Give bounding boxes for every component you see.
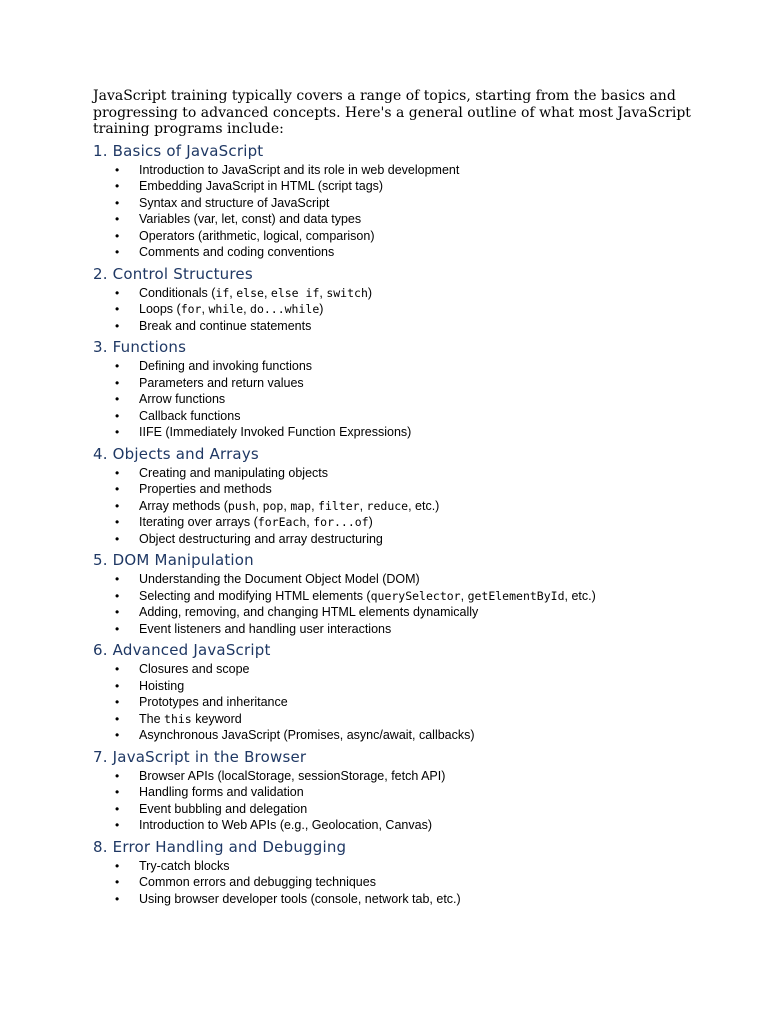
item-text: Handling forms and validation: [139, 785, 304, 799]
section-list: [93, 285, 693, 335]
item-text: Defining and invoking functions: [139, 359, 313, 373]
list-item: [93, 285, 693, 302]
list-item: [93, 768, 693, 785]
section-list: [93, 465, 693, 548]
section-list: [93, 858, 693, 908]
inline-code: map: [290, 498, 312, 513]
item-text: ,: [306, 515, 314, 529]
list-item: [93, 727, 693, 744]
list-item: [93, 358, 693, 375]
item-text: Understanding the Document Object Model (DOM): [139, 572, 420, 586]
section-heading: 1. Basics of JavaScript: [93, 141, 264, 160]
list-item: [93, 211, 693, 228]
item-text: Introduction to Web APIs (e.g., Geolocation, Canvas): [139, 818, 432, 832]
item-text: Array methods (: [139, 498, 228, 513]
item-text: Break and continue statements: [139, 318, 312, 333]
item-text: Try-catch blocks: [139, 858, 230, 873]
bullet-icon: •: [115, 392, 120, 406]
inline-code: push: [227, 498, 256, 513]
inline-code: do...while: [250, 302, 320, 316]
item-text: Embedding JavaScript in HTML (script tags): [139, 179, 384, 193]
item-text: Callback functions: [139, 408, 241, 423]
item-text: Browser APIs (localStorage, sessionStorage, fetch API): [139, 768, 446, 783]
item-text: Event listeners and handling user interactions: [139, 621, 392, 636]
bullet-icon: •: [115, 498, 120, 513]
item-text: Syntax and structure of JavaScript: [139, 195, 330, 210]
item-text: Asynchronous JavaScript (Promises, async/await, callbacks): [139, 728, 475, 742]
list-item: [93, 817, 693, 834]
section-list: [93, 571, 693, 637]
list-item: [93, 571, 693, 588]
bullet-icon: •: [115, 318, 120, 333]
item-text: Loops (: [139, 302, 181, 316]
list-item: [93, 498, 693, 515]
section-heading: 4. Objects and Arrays: [93, 444, 259, 463]
item-text: ,: [201, 302, 209, 316]
list-item: [93, 621, 693, 638]
inline-code: this: [164, 711, 192, 726]
item-text: Event bubbling and delegation: [139, 801, 308, 816]
bullet-icon: •: [115, 359, 120, 373]
bullet-icon: •: [115, 375, 120, 390]
item-text: ): [368, 515, 373, 529]
item-text: ,: [283, 498, 291, 513]
section-heading: 8. Error Handling and Debugging: [93, 837, 347, 856]
bullet-icon: •: [115, 162, 120, 177]
item-text: Conditionals (: [139, 285, 216, 300]
list-item: [93, 514, 693, 531]
bullet-icon: •: [115, 695, 120, 709]
bullet-icon: •: [115, 711, 120, 726]
document-page: [93, 88, 693, 909]
bullet-icon: •: [115, 302, 120, 316]
bullet-icon: •: [115, 801, 120, 816]
inline-code: forEach: [257, 515, 307, 529]
item-text: Using browser developer tools (console, network tab, etc.): [139, 891, 461, 906]
bullet-icon: •: [115, 195, 120, 210]
section-list: [93, 358, 693, 441]
bullet-icon: •: [115, 228, 120, 243]
item-text: Operators (arithmetic, logical, comparison): [139, 228, 375, 243]
item-text: Arrow functions: [139, 392, 226, 406]
item-text: ,: [319, 285, 327, 300]
bullet-icon: •: [115, 408, 120, 423]
item-text: Selecting and modifying HTML elements (: [139, 588, 371, 603]
item-text: Variables (var, let, const) and data types: [139, 212, 362, 226]
item-text: ,: [263, 285, 271, 300]
list-item: [93, 531, 693, 548]
item-text: ,: [229, 285, 237, 300]
list-item: [93, 195, 693, 212]
item-text: Hoisting: [139, 678, 185, 693]
inline-code: if: [215, 285, 230, 300]
item-text: ): [319, 302, 324, 316]
section-heading: 5. DOM Manipulation: [93, 551, 254, 569]
list-item: [93, 375, 693, 392]
list-item: [93, 481, 693, 498]
list-item: [93, 408, 693, 425]
bullet-icon: •: [115, 662, 120, 676]
inline-code: else if: [270, 285, 320, 300]
section-heading: 3. Functions: [93, 338, 187, 356]
list-item: [93, 678, 693, 695]
bullet-icon: •: [115, 465, 120, 480]
list-item: [93, 874, 693, 891]
intro-paragraph: JavaScript training typically covers a range of topics, starting from the basics and progressing to advanced concepts. Here's a general outline of what most JavaScript training programs include:: [93, 88, 691, 137]
bullet-icon: •: [115, 425, 120, 439]
item-text: Adding, removing, and changing HTML elements dynamically: [139, 605, 479, 619]
bullet-icon: •: [115, 728, 120, 742]
section-list: [93, 661, 693, 744]
list-item: [93, 244, 693, 261]
item-text: ,: [243, 302, 251, 316]
item-text: Prototypes and inheritance: [139, 695, 288, 709]
bullet-icon: •: [115, 245, 120, 259]
list-item: [93, 784, 693, 801]
list-item: [93, 424, 693, 441]
bullet-icon: •: [115, 818, 120, 832]
item-text: Comments and coding conventions: [139, 245, 335, 259]
item-text: Closures and scope: [139, 662, 250, 676]
section-heading: 6. Advanced JavaScript: [93, 641, 271, 659]
list-item: [93, 228, 693, 245]
bullet-icon: •: [115, 768, 120, 783]
list-item: [93, 301, 693, 318]
bullet-icon: •: [115, 621, 120, 636]
inline-code: pop: [262, 498, 284, 513]
bullet-icon: •: [115, 858, 120, 873]
item-text: Parameters and return values: [139, 375, 304, 390]
bullet-icon: •: [115, 285, 120, 300]
list-item: [93, 588, 693, 605]
item-text: Introduction to JavaScript and its role in web development: [139, 162, 460, 177]
list-item: [93, 858, 693, 875]
bullet-icon: •: [115, 875, 120, 889]
list-item: [93, 711, 693, 728]
item-text: Properties and methods: [139, 482, 272, 496]
inline-code: switch: [326, 285, 368, 300]
outline-sections: [93, 140, 693, 908]
bullet-icon: •: [115, 482, 120, 496]
inline-code: for: [180, 302, 202, 316]
bullet-icon: •: [115, 678, 120, 693]
inline-code: else: [236, 285, 264, 300]
bullet-icon: •: [115, 785, 120, 799]
list-item: [93, 178, 693, 195]
inline-code: while: [208, 302, 244, 316]
item-text: ,: [359, 498, 367, 513]
section-heading: 2. Control Structures: [93, 264, 253, 283]
item-text: Iterating over arrays (: [139, 515, 258, 529]
item-text: Creating and manipulating objects: [139, 465, 329, 480]
bullet-icon: •: [115, 572, 120, 586]
list-item: [93, 661, 693, 678]
bullet-icon: •: [115, 212, 120, 226]
inline-code: filter: [318, 498, 360, 513]
item-text: ): [367, 285, 373, 300]
bullet-icon: •: [115, 179, 120, 193]
bullet-icon: •: [115, 588, 120, 603]
item-text: IIFE (Immediately Invoked Function Expressions): [139, 425, 412, 439]
item-text: , etc.): [564, 588, 596, 603]
item-text: ,: [460, 588, 468, 603]
bullet-icon: •: [115, 605, 120, 619]
inline-code: reduce: [366, 498, 409, 513]
bullet-icon: •: [115, 531, 120, 546]
list-item: [93, 604, 693, 621]
item-text: ,: [311, 498, 319, 513]
section-heading: 7. JavaScript in the Browser: [93, 747, 307, 766]
item-text: The: [139, 711, 165, 726]
item-text: Object destructuring and array destructuring: [139, 531, 383, 546]
section-list: [93, 768, 693, 834]
section-list: [93, 162, 693, 261]
item-text: ,: [255, 498, 263, 513]
list-item: [93, 391, 693, 408]
list-item: [93, 318, 693, 335]
list-item: [93, 891, 693, 908]
list-item: [93, 801, 693, 818]
list-item: [93, 465, 693, 482]
inline-code: querySelector: [370, 588, 461, 603]
inline-code: getElementById: [467, 588, 565, 603]
list-item: [93, 162, 693, 179]
bullet-icon: •: [115, 891, 120, 906]
item-text: Common errors and debugging techniques: [139, 875, 376, 889]
bullet-icon: •: [115, 515, 120, 529]
item-text: , etc.): [408, 498, 440, 513]
inline-code: for...of: [313, 515, 369, 529]
list-item: [93, 694, 693, 711]
item-text: keyword: [191, 711, 242, 726]
